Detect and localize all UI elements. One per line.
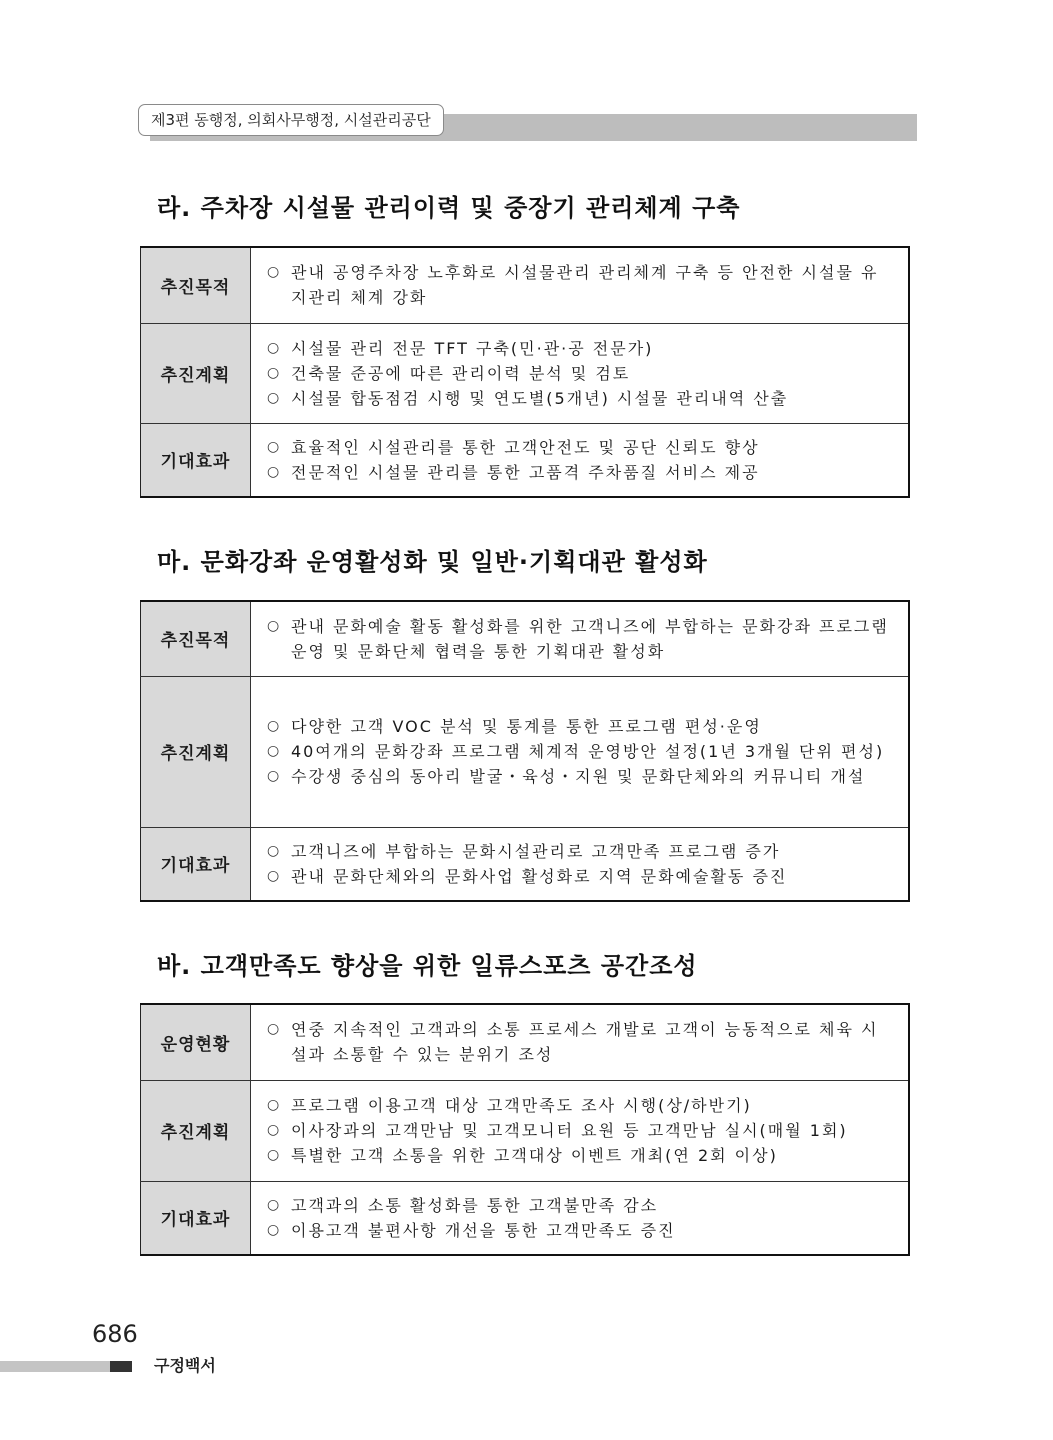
- table-row: [141, 1181, 910, 1255]
- row-content: [251, 1181, 910, 1255]
- row-label: 기대효과: [141, 1181, 251, 1255]
- list-item: ○ 40여개의 문화강좌 프로그램 체계적 운영방안 설정(1년 3개월 단위 편성): [267, 739, 894, 764]
- list-item: ○ 관내 문화단체와의 문화사업 활성화로 지역 문화예술활동 증진: [267, 864, 894, 889]
- list-item: ○ 관내 공영주차장 노후화로 시설물관리 관리체계 구축 등 안전한 시설물 유지관리 체계 강화: [267, 260, 894, 310]
- section-title: 마. 문화강좌 운영활성화 및 일반·기획대관 활성화: [157, 548, 708, 576]
- table-row: [141, 423, 910, 497]
- bullet-icon: ○: [267, 842, 282, 859]
- row-label: 추진계획: [141, 676, 251, 827]
- list-item: ○ 건축물 준공에 따른 관리이력 분석 및 검토: [267, 361, 894, 386]
- bullet-icon: ○: [267, 768, 282, 784]
- list-item: ○ 고객과의 소통 활성화를 통한 고객불만족 감소: [267, 1193, 894, 1218]
- list-item: ○ 프로그램 이용고객 대상 고객만족도 조사 시행(상/하반기): [267, 1093, 894, 1118]
- bullet-icon: ○: [267, 438, 282, 455]
- bullet-icon: ○: [267, 1147, 282, 1163]
- bullet-icon: ○: [267, 617, 282, 634]
- page-number: 686: [92, 1320, 138, 1348]
- bullet-icon: ○: [267, 718, 282, 734]
- book-title: 구정백서: [154, 1356, 216, 1375]
- list-item: ○ 수강생 중심의 동아리 발굴・육성・지원 및 문화단체와의 커뮤니티 개설: [267, 764, 894, 789]
- table-row: [141, 247, 910, 323]
- section-title: 바. 고객만족도 향상을 위한 일류스포츠 공간조성: [157, 952, 698, 980]
- table-row: [141, 827, 910, 901]
- list-item: ○ 다양한 고객 VOC 분석 및 통계를 통한 프로그램 편성·운영: [267, 714, 894, 739]
- section-table: [140, 1003, 910, 1256]
- table-row: [141, 1080, 910, 1181]
- list-item: ○ 시설물 합동점검 시행 및 연도별(5개년) 시설물 관리내역 산출: [267, 386, 894, 411]
- section-table: [140, 600, 910, 902]
- bullet-icon: ○: [267, 389, 282, 406]
- bullet-icon: ○: [267, 463, 282, 480]
- row-content: [251, 323, 910, 423]
- table-row: [141, 676, 910, 827]
- row-label: 추진계획: [141, 323, 251, 423]
- table-row: [141, 601, 910, 676]
- list-item: ○ 시설물 관리 전문 TFT 구축(민·관·공 전문가): [267, 336, 894, 361]
- row-content: [251, 423, 910, 497]
- list-item: ○ 특별한 고객 소통을 위한 고객대상 이벤트 개최(연 2회 이상): [267, 1143, 894, 1168]
- list-item: ○ 고객니즈에 부합하는 문화시설관리로 고객만족 프로그램 증가: [267, 839, 894, 864]
- section-title: 라. 주차장 시설물 관리이력 및 중장기 관리체계 구축: [157, 194, 741, 222]
- bullet-icon: ○: [267, 867, 282, 884]
- row-content: [251, 676, 910, 827]
- row-content: [251, 601, 910, 676]
- row-label: 추진계획: [141, 1080, 251, 1181]
- bullet-icon: ○: [267, 364, 282, 381]
- list-item: ○ 이사장과의 고객만남 및 고객모니터 요원 등 고객만남 실시(매월 1회): [267, 1118, 894, 1143]
- bullet-icon: ○: [267, 1097, 282, 1113]
- bullet-icon: ○: [267, 1221, 282, 1238]
- list-item: ○ 이용고객 불편사항 개선을 통한 고객만족도 증진: [267, 1218, 894, 1243]
- row-label: 기대효과: [141, 423, 251, 497]
- bullet-icon: ○: [267, 339, 282, 356]
- row-content: [251, 827, 910, 901]
- row-content: [251, 247, 910, 323]
- list-item: ○ 연중 지속적인 고객과의 소통 프로세스 개발로 고객이 능동적으로 체육 시설과 소통할 수 있는 분위기 조성: [267, 1017, 894, 1067]
- bullet-icon: ○: [267, 743, 282, 759]
- bullet-icon: ○: [267, 264, 282, 281]
- footer-bar: [0, 1361, 110, 1372]
- row-label: 추진목적: [141, 601, 251, 676]
- bullet-icon: ○: [267, 1196, 282, 1213]
- row-label: 추진목적: [141, 247, 251, 323]
- table-row: [141, 1004, 910, 1080]
- chapter-tab: 제3편 동행정, 의회사무행정, 시설관리공단: [138, 104, 444, 136]
- table-row: [141, 323, 910, 423]
- row-content: [251, 1080, 910, 1181]
- list-item: ○ 관내 문화예술 활동 활성화를 위한 고객니즈에 부합하는 문화강좌 프로그램 운영 및 문화단체 협력을 통한 기획대관 활성화: [267, 614, 894, 664]
- list-item: ○ 효율적인 시설관리를 통한 고객안전도 및 공단 신뢰도 향상: [267, 435, 894, 460]
- bullet-icon: ○: [267, 1021, 282, 1038]
- footer-marker: [110, 1361, 132, 1372]
- bullet-icon: ○: [267, 1122, 282, 1138]
- section-table: [140, 246, 910, 498]
- row-content: [251, 1004, 910, 1080]
- row-label: 기대효과: [141, 827, 251, 901]
- row-label: 운영현황: [141, 1004, 251, 1080]
- list-item: ○ 전문적인 시설물 관리를 통한 고품격 주차품질 서비스 제공: [267, 460, 894, 485]
